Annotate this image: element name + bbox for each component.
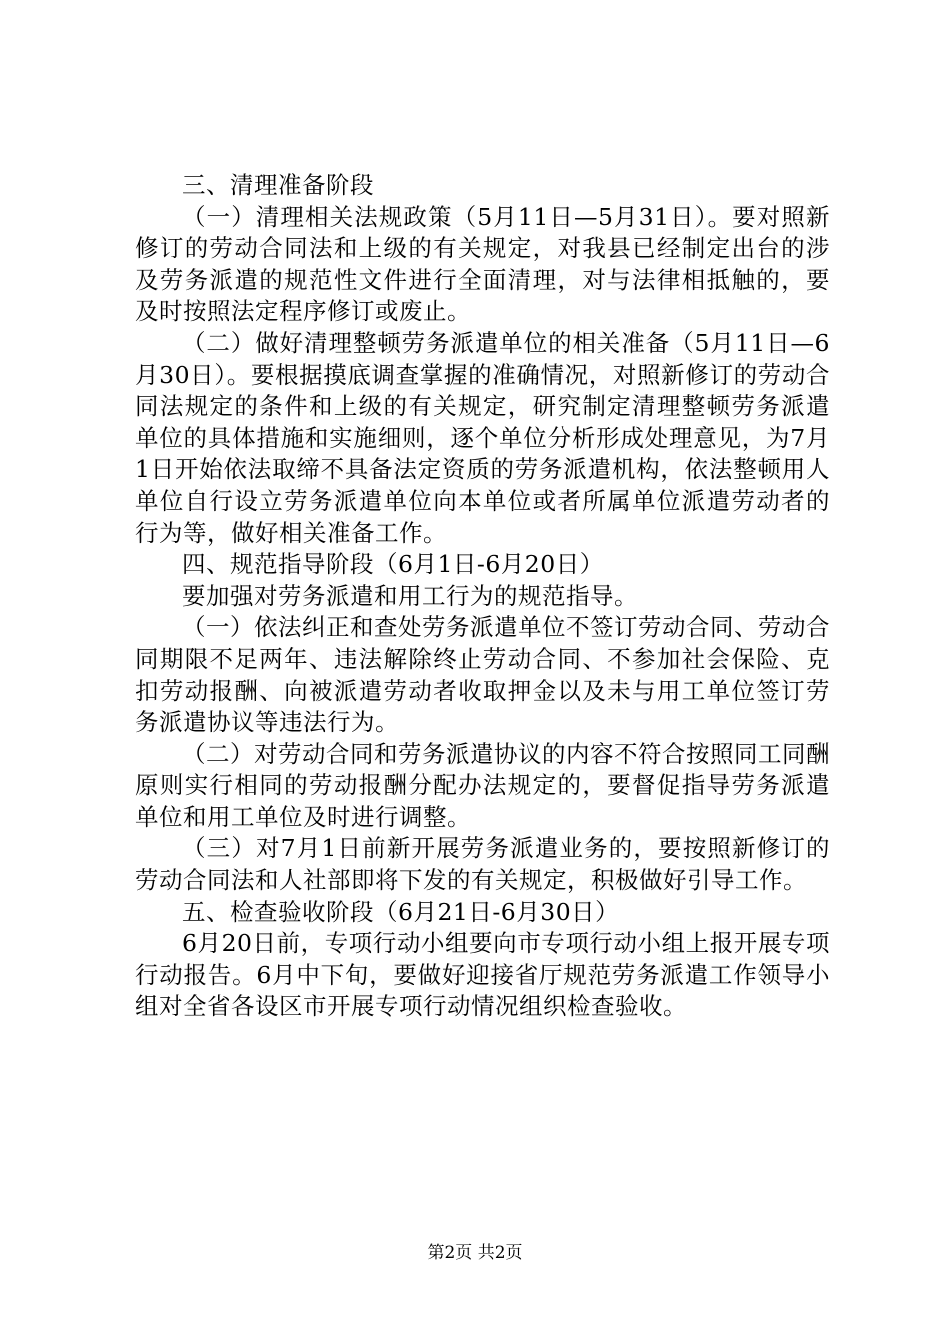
document-body xyxy=(135,170,830,1023)
section-heading-3: 三、清理准备阶段 xyxy=(182,171,374,199)
section-heading-5: 五、检查验收阶段（6月21日-6月30日） xyxy=(182,897,620,926)
paragraph-3-1: （一）清理相关法规政策（5月11日—5月31日）。要对照新修订的劳动合同法和上级的有关规定，对我县已经制定出台的涉及劳务派遣的规范性文件进行全面清理，对与法律相抵触的，要及时按照法定程序修订或废止。 xyxy=(135,202,830,326)
paragraph-4-1: （一）依法纠正和查处劳务派遣单位不签订劳动合同、劳动合同期限不足两年、违法解除终止劳动合同、不参加社会保险、克扣劳动报酬、向被派遣劳动者收取押金以及未与用工单位签订劳务派遣协议等违法行为。 xyxy=(135,613,830,737)
paragraph-3-2: （二）做好清理整顿劳务派遣单位的相关准备（5月11日—6月30日）。要根据摸底调查掌握的准确情况，对照新修订的劳动合同法规定的条件和上级的有关规定，研究制定清理整顿劳务派遣单位的具体措施和实施细则，逐个单位分析形成处理意见，为7月1日开始依法取缔不具备法定资质的劳务派遣机构，依法整顿用人单位自行设立劳务派遣单位向本单位或者所属单位派遣劳动者的行为等，做好相关准备工作。 xyxy=(135,328,830,547)
paragraph-5-1: 6月20日前，专项行动小组要向市专项行动小组上报开展专项行动报告。6月中下旬，要做好迎接省厅规范劳务派遣工作领导小组对全省各设区市开展专项行动情况组织检查验收。 xyxy=(135,929,830,1021)
paragraph-4-intro: 要加强对劳务派遣和用工行为的规范指导。 xyxy=(182,581,638,610)
paragraph-4-2: （二）对劳动合同和劳务派遣协议的内容不符合按照同工同酬原则实行相同的劳动报酬分配办法规定的，要督促指导劳务派遣单位和用工单位及时进行调整。 xyxy=(135,739,830,831)
page-number-footer: 第2页 共2页 xyxy=(427,1243,523,1263)
paragraph-4-3: （三）对7月1日前新开展劳务派遣业务的，要按照新修订的劳动合同法和人社部即将下发的有关规定，积极做好引导工作。 xyxy=(135,834,830,895)
section-heading-4: 四、规范指导阶段（6月1日-6月20日） xyxy=(182,550,604,579)
